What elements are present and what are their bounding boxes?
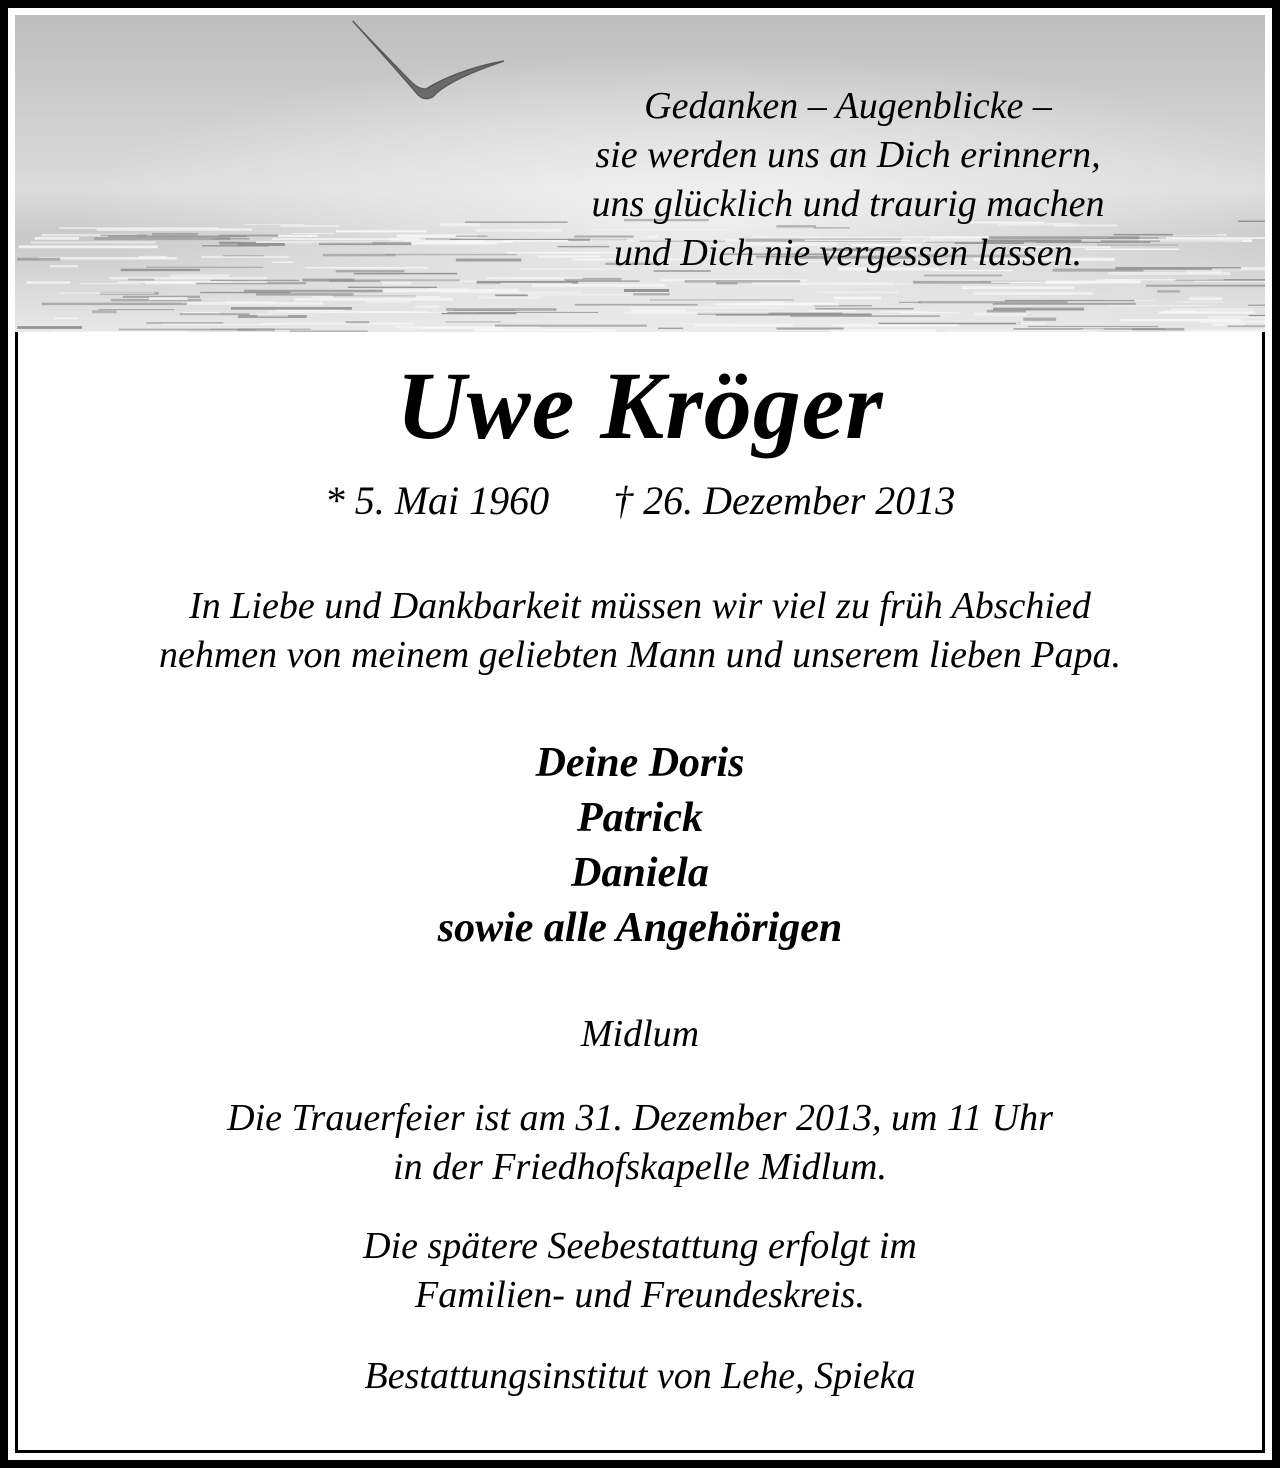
poem xyxy=(528,82,1168,278)
mourner: Patrick xyxy=(577,795,703,841)
mourner: sowie alle Angehörigen xyxy=(437,905,843,951)
poem-line: und Dich nie vergessen lassen. xyxy=(613,232,1083,274)
life-dates xyxy=(8,476,1272,526)
tribute-text xyxy=(8,582,1272,680)
place-name: Midlum xyxy=(580,1013,700,1055)
place xyxy=(8,1010,1272,1059)
tribute-line: nehmen von meinem geliebten Mann und unserem lieben Papa. xyxy=(158,634,1122,676)
poem-line: Gedanken – Augenblicke – xyxy=(644,85,1052,127)
poem-line: sie werden uns an Dich erinnern, xyxy=(595,134,1101,176)
mourner: Deine Doris xyxy=(535,740,745,786)
burial-line: Familien- und Freundeskreis. xyxy=(415,1274,865,1316)
mourner: Daniela xyxy=(571,850,709,896)
undertaker xyxy=(8,1352,1272,1401)
tribute-line: In Liebe und Dankbarkeit müssen wir viel zu früh Abschied xyxy=(189,585,1091,627)
birth-date: * 5. Mai 1960 xyxy=(324,478,550,523)
death-date: † 26. Dezember 2013 xyxy=(613,478,956,523)
burial-info xyxy=(8,1222,1272,1320)
funeral-info xyxy=(8,1094,1272,1192)
funeral-line: in der Friedhofskapelle Midlum. xyxy=(393,1146,887,1188)
mourners-list xyxy=(8,736,1272,956)
poem-line: uns glücklich und traurig machen xyxy=(591,183,1105,225)
funeral-line: Die Trauerfeier ist am 31. Dezember 2013, um 11 Uhr xyxy=(227,1097,1053,1139)
undertaker-name: Bestattungsinstitut von Lehe, Spieka xyxy=(364,1355,916,1397)
deceased-name: Uwe Kröger xyxy=(396,352,884,459)
burial-line: Die spätere Seebestattung erfolgt im xyxy=(363,1225,917,1267)
